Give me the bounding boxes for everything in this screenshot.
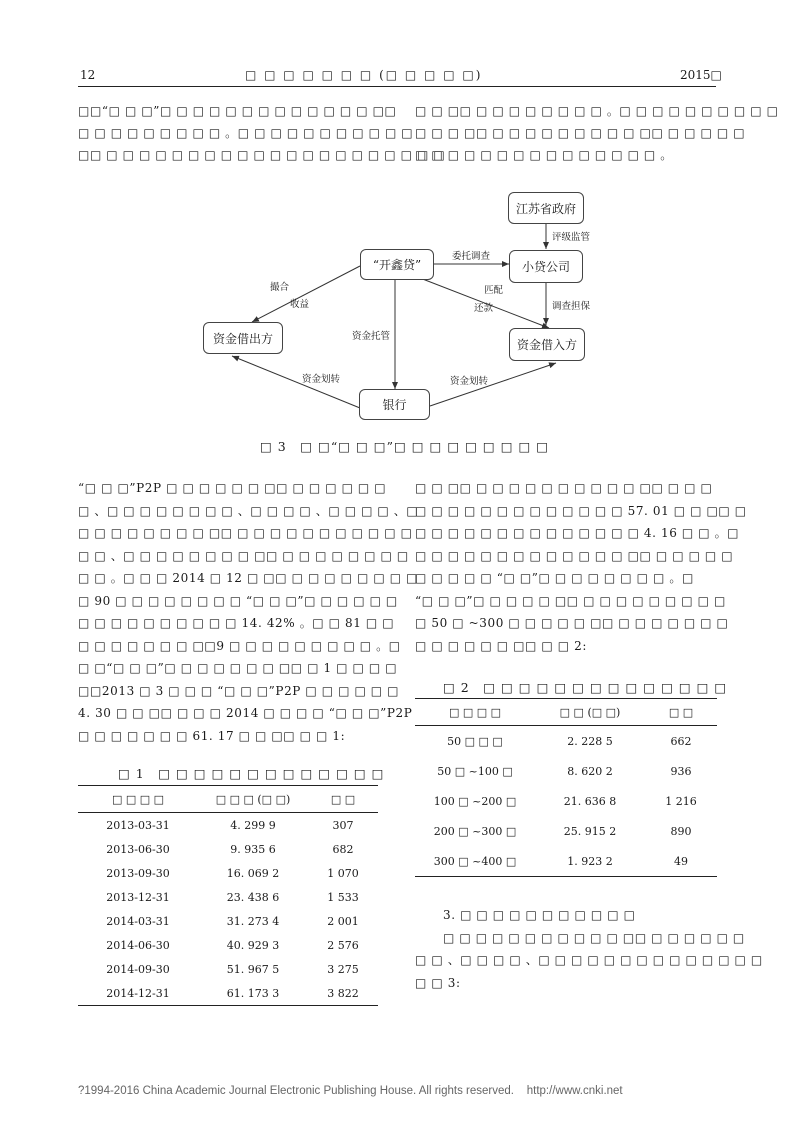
table-cell: 2 576: [327, 938, 359, 952]
node-borrower: 资金借入方: [509, 328, 585, 361]
table-cell: 2014-09-30: [106, 962, 170, 976]
table-cell: 40. 929 3: [226, 938, 280, 952]
text-line: □ □ □ □ □ “□ □”□ □ □ □ □ □ □ □ 。□: [415, 571, 694, 585]
text-line: “□ □ □”□ □ □ □ □ □□ □ □ □ □ □ □ □ □ □: [415, 594, 726, 608]
table-cell: 2. 228 5: [567, 734, 613, 748]
edge-kxd-lender: [252, 266, 360, 322]
text-line: □ 50 □ ~300 □ □ □ □ □ □□ □ □ □ □ □ □ □: [415, 616, 729, 630]
edge-bank-lender: [232, 356, 360, 408]
table-header: □ □ □ □: [78, 786, 198, 813]
table-header: □ □ □ □: [415, 699, 535, 726]
copyright-footer: ?1994-2016 China Academic Journal Electronic Publishing House. All rights reserved. http://www.cnki.net: [78, 1085, 623, 1097]
table-cell: 1 216: [665, 794, 697, 808]
figure-caption: □ 3 □ □“□ □ □”□ □ □ □ □ □ □ □ □: [260, 439, 550, 454]
text-line: □ □ 。□ □ □ 2014 □ 12 □ □□ □ □ □ □ □ □ □ □: [78, 571, 418, 585]
table-cell: 50 □ ~100 □: [437, 764, 513, 778]
table-cell: 2014-03-31: [106, 914, 170, 928]
text-line: □ □ □ □ □ □ □ □ □ □ 14. 42% 。□ □ 81 □ □: [78, 616, 395, 630]
text-line: □□2013 □ 3 □ □ □ “□ □ □”P2P □ □ □ □ □ □: [78, 684, 400, 698]
table-row: [415, 756, 717, 786]
table-cell: 1 533: [327, 890, 359, 904]
text-line: □ □ □ □ □ □ □ □ □ □ □ □ □ □ □ 。: [415, 148, 673, 162]
node-lender: 资金借出方: [203, 322, 283, 354]
table-row: [78, 885, 378, 909]
table-row: [415, 786, 717, 816]
table-cell: 4. 299 9: [230, 818, 276, 832]
node-kaixindai: “开鑫贷”: [360, 249, 434, 280]
text-line: □ 、□ □ □ □ □ □ □ □ 、□ □ □ □ 、□ □ □ □ 、□: [78, 504, 419, 518]
table-cell: 23. 438 6: [226, 890, 280, 904]
text-line: □ □ □ □ □ □ □ 61. 17 □ □ □□ □ □ 1:: [78, 729, 346, 743]
section-3-heading: 3. □ □ □ □ □ □ □ □ □ □ □: [443, 908, 636, 922]
table-row: [78, 861, 378, 885]
table-cell: 936: [670, 764, 692, 778]
table-cell: 3 822: [308, 981, 378, 1006]
table-cell: 662: [670, 734, 692, 748]
table-cell: 49: [645, 846, 717, 877]
table-header: □ □: [308, 786, 378, 813]
text-line: □□ □ □ □ □ □ □ □ □ □ □ □ □ □ □ □ □ □ □ □ □ □: [78, 148, 446, 162]
table-row: [78, 813, 378, 838]
text-line: □ □ 、□ □ □ □ 、□ □ □ □ □ □ □ □ □ □ □ □ □ □: [415, 953, 763, 967]
table-cell: 21. 636 8: [563, 794, 617, 808]
text-line: □ □ □ □ □ □ □ □ □ □ □ □ □ 57. 01 □ □ □□ □: [415, 504, 747, 518]
text-line: “□ □ □”P2P □ □ □ □ □ □ □□ □ □ □ □ □ □: [78, 481, 387, 495]
table-cell: 2013-12-31: [106, 890, 170, 904]
table-row: [78, 981, 378, 1006]
text-line: □ □“□ □ □”□ □ □ □ □ □ □ □□ □ 1 □ □ □ □: [78, 661, 398, 675]
edge-label-kxd-xiaodai: 委托调查: [452, 251, 491, 262]
table-row: [78, 909, 378, 933]
node-gov: 江苏省政府: [508, 192, 584, 224]
table-cell: 31. 273 4: [226, 914, 280, 928]
table-row: [78, 933, 378, 957]
table-row: [78, 957, 378, 981]
text-line: □ □ □□ □ □ □ □ □ □ □ □ □ □ □□ □ □ □: [415, 481, 713, 495]
text-line: □ □ □ □ □ □ □ □ □ □ □ □ □ □□ □ □ □ □ □: [415, 549, 734, 563]
edge-label-kxd-lender-match: 撮合: [270, 282, 290, 293]
table-cell: 61. 173 3: [198, 981, 308, 1006]
table-cell: 2 001: [327, 914, 359, 928]
table-cell: 307: [332, 818, 354, 832]
table-2-caption: □ 2 □ □ □ □ □ □ □ □ □ □ □ □ □ □: [443, 680, 728, 695]
edge-label-kxd-lender-income: 收益: [290, 299, 310, 310]
table-2-body: [415, 726, 717, 877]
table-1: [78, 785, 378, 1006]
text-line: □□“□ □ □”□ □ □ □ □ □ □ □ □ □ □ □ □ □□: [78, 104, 397, 118]
table-cell: 2013-09-30: [106, 866, 170, 880]
edge-bank-borrower: [430, 363, 556, 406]
text-line: □ □ □□ □ □ □ □ □ □ □ □ 。□ □ □ □ □ □ □ □ □ □: [415, 104, 779, 118]
table-cell: 200 □ ~300 □: [433, 824, 517, 838]
edge-label-xiaodai-borrower: 调查担保: [552, 301, 591, 312]
edge-label-bank-lender: 资金划转: [302, 374, 341, 385]
table-cell: 16. 069 2: [226, 866, 280, 880]
table-cell: 100 □ ~200 □: [433, 794, 517, 808]
table-header: □ □ □ (□ □): [198, 786, 308, 813]
table-cell: 1. 923 2: [535, 846, 645, 877]
table-header: □ □: [645, 699, 717, 726]
text-line: □ □ □ □ □ □ □ □ □ □ □ □□ □ □ □ □ □ □: [443, 931, 745, 945]
text-line: □ □ □ □ □ □ □ □ □□ □ □ □ □ □ □ □ □ □ □ □: [78, 526, 413, 540]
table-cell: 682: [332, 842, 354, 856]
text-line: □ □ □ □ □ □ □□ □ □ 2:: [415, 639, 587, 653]
table-cell: 8. 620 2: [567, 764, 613, 778]
text-line: □ □ 3:: [415, 976, 461, 990]
table-1-body: [78, 813, 378, 1006]
table-row: [415, 816, 717, 846]
edge-label-kxd-borrower-repay: 还款: [474, 303, 494, 314]
text-line: □ □ 、□ □ □ □ □ □ □ □ □□ □ □ □ □ □ □ □ □: [78, 549, 409, 563]
page-number: 12: [80, 68, 96, 82]
text-line: □ □ □ □ □ □ □ □□9 □ □ □ □ □ □ □ □ □ 。□: [78, 639, 401, 653]
text-line: □ □ □ □□ □ □ □ □ □ □ □ □ □ □□ □ □ □ □ □: [415, 126, 746, 140]
journal-title: □ □ □ □ □ □ □ (□ □ □ □ □): [245, 68, 483, 82]
table-cell: 1 070: [327, 866, 359, 880]
table-cell: 51. 967 5: [226, 962, 280, 976]
table-cell: 2013-03-31: [106, 818, 170, 832]
table-row: [78, 837, 378, 861]
table-cell: 300 □ ~400 □: [415, 846, 535, 877]
table-cell: 2014-12-31: [78, 981, 198, 1006]
edge-label-kxd-borrower-match: 匹配: [484, 285, 504, 296]
header-year: 2015□: [680, 68, 722, 82]
table-cell: 2013-06-30: [106, 842, 170, 856]
edge-label-bank-borrower: 资金划转: [450, 376, 489, 387]
edge-label-gov-xiaodai: 评级监管: [552, 232, 591, 243]
table-row: [415, 726, 717, 757]
text-line: □ 90 □ □ □ □ □ □ □ □ “□ □ □”□ □ □ □ □ □: [78, 594, 398, 608]
table-row: [415, 846, 717, 877]
table-2: [415, 698, 717, 877]
table-cell: 2014-06-30: [106, 938, 170, 952]
text-line: 4. 30 □ □ □□ □ □ □ 2014 □ □ □ □ “□ □ □”P2P: [78, 706, 413, 720]
table-cell: 890: [670, 824, 692, 838]
table-cell: 50 □ □ □: [447, 734, 503, 748]
text-line: □ □ □ □ □ □ □ □ □ 。□ □ □ □ □ □ □ □ □ □ □: [78, 126, 414, 140]
edge-label-kxd-bank: 资金托管: [352, 331, 391, 342]
table-header: □ □ (□ □): [535, 699, 645, 726]
table-cell: 3 275: [327, 962, 359, 976]
node-bank: 银行: [359, 389, 430, 420]
table-cell: 9. 935 6: [230, 842, 276, 856]
text-line: □ □ □ □ □ □ □ □ □ □ □ □ □ □ 4. 16 □ □ 。□: [415, 526, 740, 540]
node-xiaodai: 小贷公司: [509, 250, 583, 283]
table-1-caption: □ 1 □ □ □ □ □ □ □ □ □ □ □ □ □: [118, 766, 385, 781]
table-cell: 25. 915 2: [563, 824, 617, 838]
